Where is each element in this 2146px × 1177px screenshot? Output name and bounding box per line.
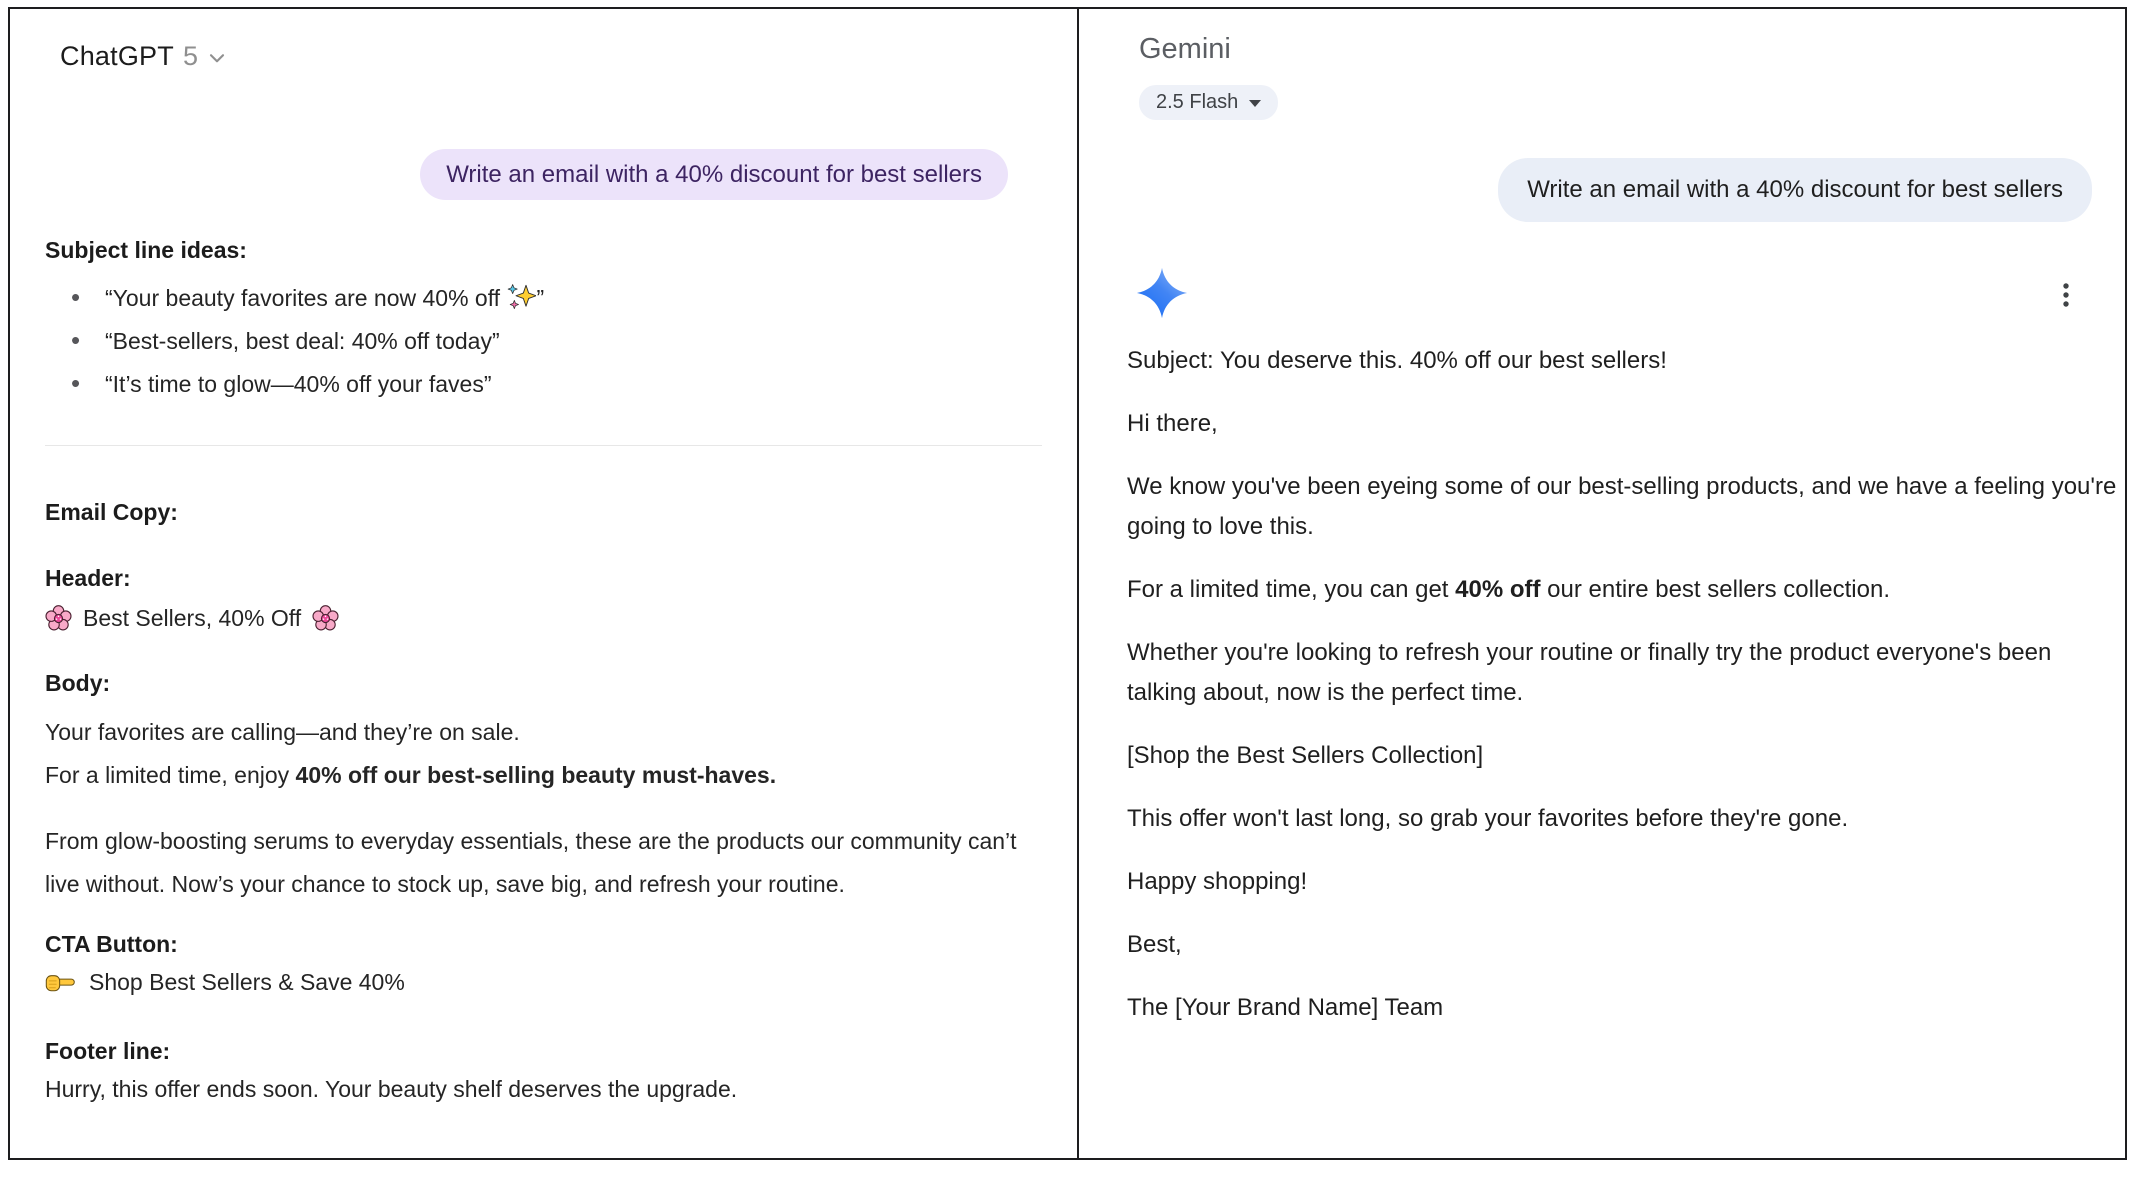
gemini-user-message-row: [1127, 158, 2092, 222]
email-paragraph: [1127, 570, 2122, 610]
chatgpt-model-selector[interactable]: [60, 39, 1042, 73]
chatgpt-panel: [10, 9, 1079, 1158]
footer-text: Hurry, this offer ends soon. Your beauty shelf deserves the upgrade.: [45, 1076, 738, 1102]
chatgpt-title: ChatGPT: [60, 40, 174, 71]
email-paragraph: We know you've been eyeing some of our best-selling products, and we have a feeling you're going to love this.: [1127, 473, 2117, 540]
body-line1: Your favorites are calling—and they’re on sale.: [45, 719, 520, 745]
list-item: [45, 283, 1042, 313]
limited-pre: For a limited time, you can get: [1127, 576, 1456, 603]
email-cta-placeholder: [Shop the Best Sellers Collection]: [1127, 742, 1484, 769]
comparison-frame: [8, 7, 2127, 1160]
limited-post: our entire best sellers collection.: [1540, 576, 1890, 603]
email-signature: The [Your Brand Name] Team: [1127, 994, 1444, 1021]
email-signoff: Best,: [1127, 931, 1182, 958]
email-closing: Happy shopping!: [1127, 868, 1308, 895]
cta-text: Shop Best Sellers & Save 40%: [89, 969, 405, 995]
gemini-model-label: 2.5 Flash: [1156, 91, 1239, 113]
body-line2-bold: 40% off our best-selling beauty must-haves.: [295, 762, 777, 788]
bullet1-text: “Your beauty favorites are now 40% off: [105, 285, 507, 311]
cherry-blossom-emoji: [312, 605, 339, 632]
gemini-panel: [1079, 9, 2125, 1158]
cherry-blossom-emoji: [45, 605, 72, 632]
header-label: Header:: [45, 565, 131, 591]
subject-ideas-list: [45, 283, 1042, 399]
body-line2: [45, 754, 1035, 797]
body-line2-pre: For a limited time, enjoy: [45, 762, 296, 788]
chatgpt-user-message-bubble: Write an email with a 40% discount for best sellers: [420, 149, 1008, 200]
list-item: • “It’s time to glow—40% off your faves”: [45, 369, 1042, 399]
email-subject-line: Subject: You deserve this. 40% off our best sellers!: [1127, 347, 1667, 374]
section-divider: [45, 445, 1042, 446]
gemini-response-toolbar: [1127, 266, 2070, 325]
backhand-index-pointing-right-emoji: [45, 970, 76, 996]
gemini-sparkle-icon: [1135, 266, 1189, 325]
email-paragraph: This offer won't last long, so grab your favorites before they're gone.: [1127, 805, 1849, 832]
subject-ideas-heading: Subject line ideas:: [45, 237, 247, 263]
email-header-text: Best Sellers, 40% Off: [83, 605, 302, 631]
cta-label: CTA Button:: [45, 931, 178, 957]
limited-bold: 40% off: [1455, 576, 1541, 603]
kebab-menu-icon[interactable]: [2062, 282, 2070, 315]
chatgpt-version: 5: [182, 40, 198, 71]
email-paragraph: Whether you're looking to refresh your routine or finally try the product everyone's been talking about, now is the perfect time.: [1127, 639, 2052, 706]
footer-label: Footer line:: [45, 1038, 171, 1064]
email-copy-heading: Email Copy:: [45, 499, 178, 525]
body-lines: [45, 711, 1035, 797]
cta-line: [45, 969, 1042, 996]
sparkles-emoji: [506, 283, 536, 311]
gemini-title: Gemini: [1139, 33, 1231, 65]
email-header-line: [45, 605, 1042, 632]
chevron-down-icon[interactable]: [207, 48, 227, 68]
gemini-user-message-bubble: Write an email with a 40% discount for best sellers: [1498, 158, 2092, 222]
chevron-down-caret: [1249, 100, 1261, 107]
list-item: • “Best-sellers, best deal: 40% off today”: [45, 326, 1042, 356]
body-paragraph: From glow-boosting serums to everyday essentials, these are the products our community can’t live without. Now’s your chance to stock up, save big, and refresh your routine.: [45, 828, 1017, 897]
gemini-response-text: [1127, 341, 2122, 1028]
body-label: Body:: [45, 670, 111, 696]
chatgpt-user-message-row: [45, 149, 1008, 200]
gemini-model-badge[interactable]: [1139, 85, 1278, 120]
bullet1-close-quote: ”: [536, 285, 545, 311]
email-greeting: Hi there,: [1127, 410, 1218, 437]
